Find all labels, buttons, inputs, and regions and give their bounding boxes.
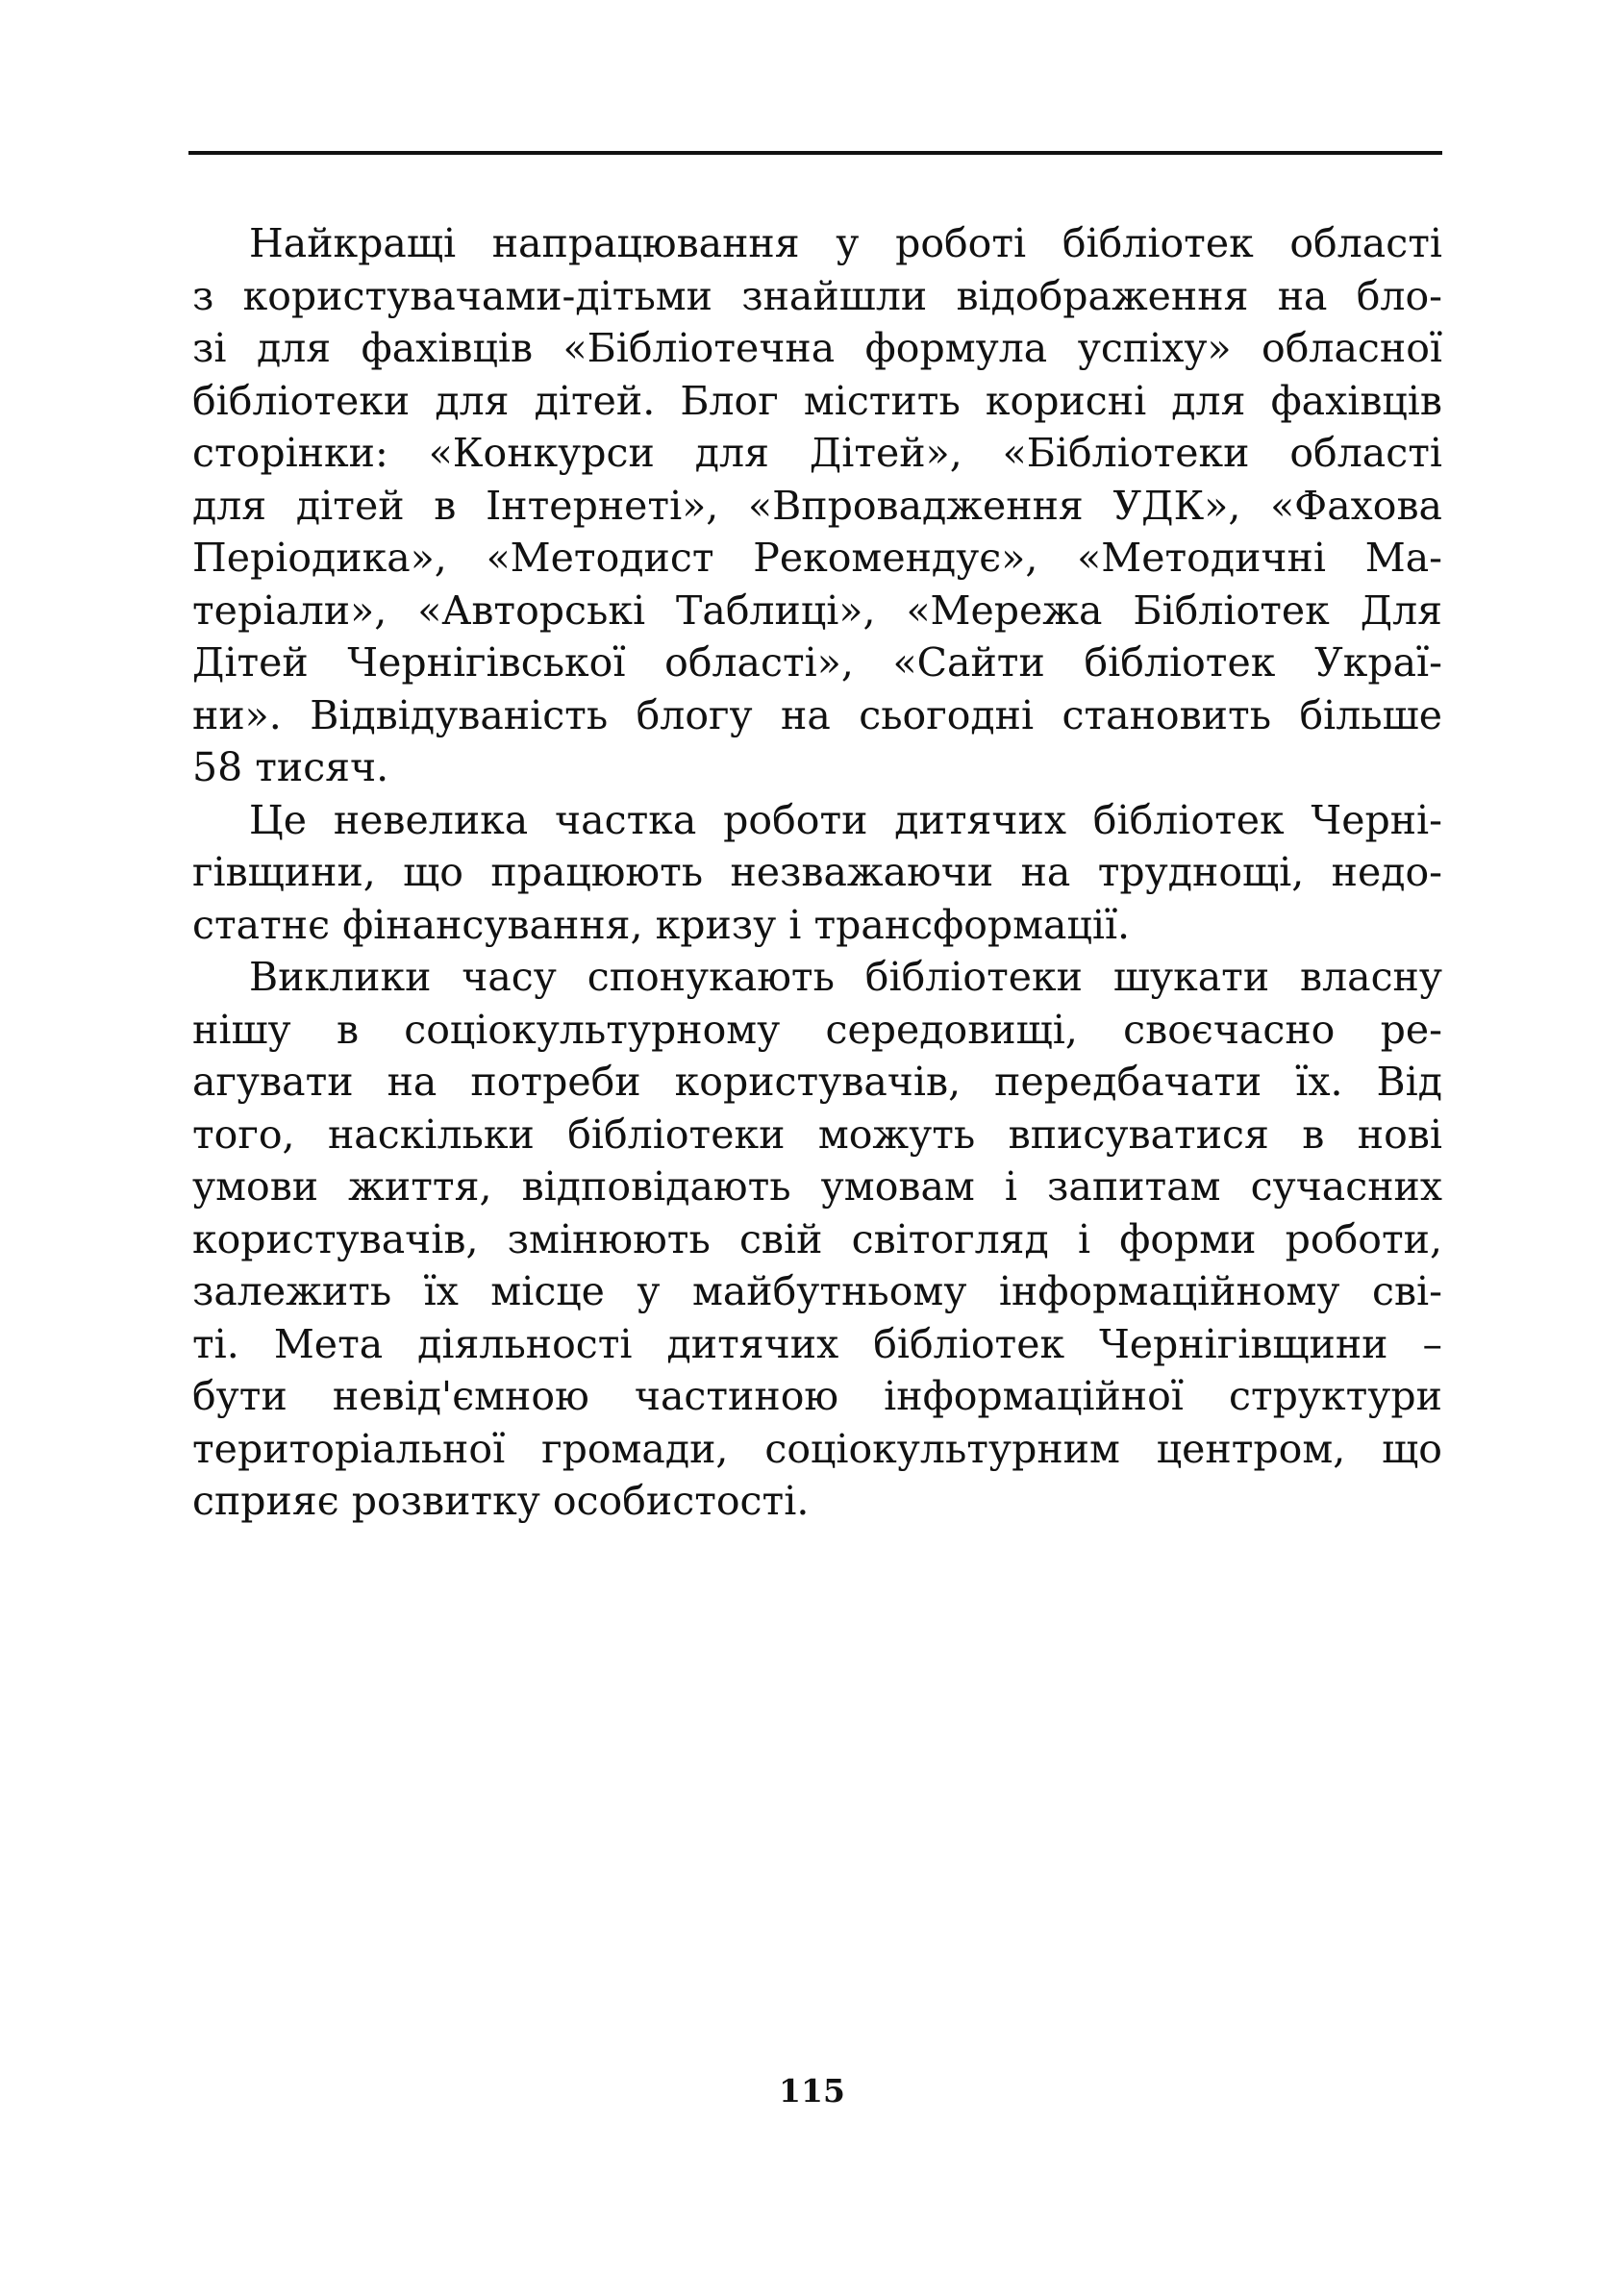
text-line: Це невелика частка роботи дитячих бібліотек Черні- [249,796,1442,843]
text-line: Дітей Чернігівської області», «Сайти бібліотек Украї- [192,639,1442,686]
text-line: користувачів, змінюють свій світогляд і форми роботи, [192,1215,1442,1262]
text-line: умови життя, відповідають умовам і запитам сучасних [192,1163,1442,1210]
text-line: ті. Мета діяльності дитячих бібліотек Чернігівщини – [192,1320,1442,1367]
text-line: гівщини, що працюють незважаючи на труднощі, недо- [192,849,1442,895]
text-line: бібліотеки для дітей. Блог містить корисні для фахівців [192,377,1442,424]
text-line: того, наскільки бібліотеки можуть вписуватися в нові [192,1111,1442,1158]
text-line: ни». Відвідуваність блогу на сьогодні становить більше [192,691,1442,738]
text-line: Виклики часу спонукають бібліотеки шукати власну [249,954,1442,1000]
text-line: сторінки: «Конкурси для Дітей», «Бібліотеки області [192,430,1442,476]
text-line: 58 тисяч. [192,744,389,790]
text-line: теріали», «Авторські Таблиці», «Мережа Бібліотек Для [192,587,1442,634]
body-text [192,217,1442,1528]
text-line: залежить їх місце у майбутньому інформаційному сві- [192,1268,1442,1314]
text-line: статнє фінансування, кризу і трансформації. [192,901,1131,948]
text-line: територіальної громади, соціокультурним центром, що [192,1425,1442,1472]
text-line: Періодика», «Методист Рекомендує», «Методичні Ма- [192,535,1442,581]
page-number: 115 [779,2072,845,2110]
text-line: сприяє розвитку особистості. [192,1478,810,1524]
text-line: з користувачами-дітьми знайшли відображення на бло- [192,272,1442,319]
text-line: для дітей в Інтернеті», «Впровадження УДК», «Фахова [192,482,1442,529]
text-line: зі для фахівців «Бібліотечна формула успіху» обласної [192,325,1442,371]
text-line: агувати на потреби користувачів, передбачати їх. Від [192,1059,1442,1105]
text-line: бути невід'ємною частиною інформаційної структури [192,1373,1442,1419]
text-line: Найкращі напрацювання у роботі бібліотек області [249,220,1442,266]
text-line: нішу в соціокультурному середовищі, своєчасно ре- [192,1006,1442,1053]
header-rule [188,151,1442,155]
